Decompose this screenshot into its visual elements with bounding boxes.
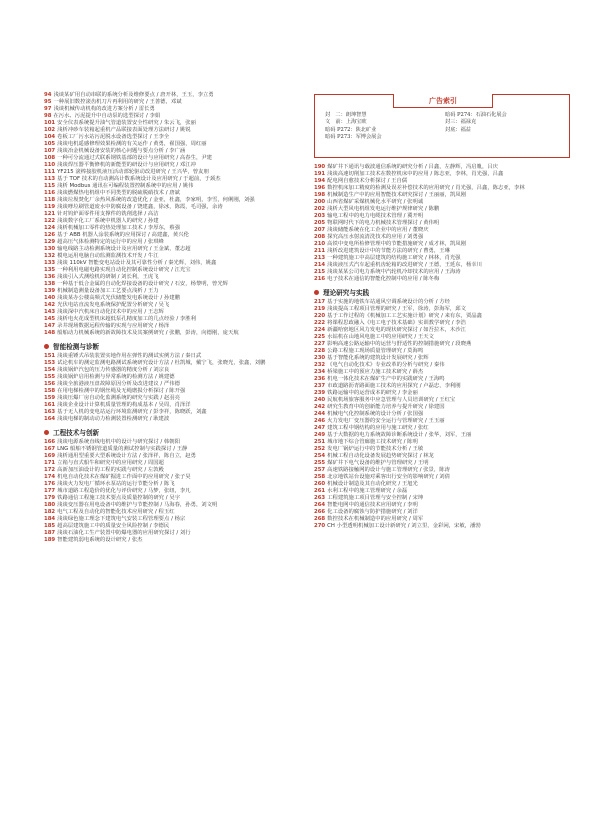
toc-title: 浅谈某矿用自动串联的系统分析及维修要点 / 唐开林，王玉，李立勇	[53, 92, 214, 98]
toc-page-number: 236	[314, 376, 326, 382]
toc-page-number: 180	[44, 502, 56, 508]
toc-page-number: 258	[314, 474, 326, 480]
toc-title: 浅谈机械传动机构的改进方案分析 / 雷长勇	[53, 106, 155, 112]
toc-page-number: 166	[44, 439, 56, 445]
toc-title: 浅析电火花成型机床超低泵孔精度加工的几点经验 / 李胜利	[57, 316, 196, 322]
toc-title: 基于实施的地铁车站通风空调系统设计的分析 / 方经	[327, 299, 450, 305]
toc-page-number: 136	[44, 274, 56, 280]
toc-page-number: 133	[44, 260, 56, 266]
ad-index-header: 广告索引	[393, 94, 493, 108]
toc-page-number: 140	[44, 295, 56, 301]
toc-page-number: 156	[44, 381, 56, 387]
toc-title: 建筑工程中钢结构的应用与施工研究 / 张红	[327, 425, 429, 431]
toc-title: 浅谈数字化工厂系统中机器人的研究 / 孙建	[57, 218, 159, 224]
toc-page-number: 113	[44, 176, 56, 182]
toc-page-number: 211	[314, 248, 326, 254]
toc-title: 桥梁施工中的预应力施工技术研究 / 薛杰	[327, 369, 424, 375]
toc-title: 试论机车的测定监测电路测试系统研究设计方法 / 杜凯城，戴宁飞，张晓光，张鑫，刘鹏	[57, 360, 266, 366]
toc-page-number: 154	[44, 367, 56, 373]
toc-title: 智能电网中的通信技术应用研究 / 李明	[327, 502, 418, 508]
toc-page-number: 116	[44, 190, 56, 196]
toc-page-number: 217	[314, 299, 326, 305]
toc-title: 一种展旧数控滚齿机刀片再利用的研究 / 王善德，邓斌	[53, 99, 182, 105]
toc-page-number: 234	[314, 369, 326, 375]
toc-title: 浅谈某办公楼高频式光伏储能发电系统设计 / 孙建鹏	[57, 295, 180, 301]
toc-title: 浅谈 110kV 智能变电站设计及其可靠性分析 / 秦光辉，刘伟，姚鑫	[57, 260, 217, 266]
toc-title: 浅析通用型重要大型系统设计方法 / 张泽祥，陈自立，赵勇	[57, 453, 196, 459]
toc-page-number: 130	[44, 246, 56, 252]
toc-page-number: 159	[44, 395, 56, 401]
toc-title: 浅析 Modbus 通讯在可编程装置控制系统中的应用 / 姚伟	[57, 183, 194, 189]
toc-title: 基于 ABB 机器人涂装系统的应用探讨 / 高建鑫，黄兴伦	[57, 232, 189, 238]
toc-page-number: 200	[314, 199, 326, 205]
toc-page-number: 263	[314, 495, 326, 501]
toc-title: 超高层建筑施工中的质量安全风险控制 / 李德民	[57, 523, 170, 529]
toc-page-number: 147	[44, 323, 56, 329]
toc-page-number: 151	[44, 353, 56, 359]
toc-page-number: 179	[44, 495, 56, 501]
toc-title: 基于 TOF 技术的自动测高计数系统设计及应用研究 / 于超前，于颈杰	[57, 176, 221, 182]
toc-page-number: 104	[44, 134, 56, 140]
toc-page-number: 219	[314, 306, 326, 312]
toc-page-number: 203	[314, 213, 326, 219]
toc-title: 一种可分流通过式联系钢铁基部的设计与应用研究 / 高春生，尹建	[57, 155, 212, 161]
toc-title: 浅谈企业设计计算机质量管理的构成基本 / 吴周，肖泽洋	[57, 402, 191, 408]
toc-page-number: 105	[44, 141, 56, 147]
toc-page-number: 94	[44, 92, 52, 98]
toc-page-number: 246	[314, 418, 326, 424]
ad-index-body	[325, 112, 561, 142]
toc-page-number: 222	[314, 320, 326, 326]
toc-page-number: 202	[314, 206, 326, 212]
toc-page-number: 190	[314, 164, 326, 170]
toc-title: 输电线路主动检测系统设计及应用研究 / 王金斌，董志超	[57, 246, 191, 252]
toc-page-number: 111	[44, 169, 56, 175]
toc-page-number: 213	[314, 255, 326, 261]
toc-page-number: 268	[314, 516, 326, 522]
toc-title: 城市道路工程造价的优化与评价研究 / 马梦，张纽，李凡	[57, 488, 191, 494]
toc-title: 浅析改进建筑设计中的节能方法的研究 / 曹勇，王琳	[327, 248, 450, 254]
toc-page-number: 118	[44, 197, 56, 203]
toc-page-number: 122	[44, 218, 56, 224]
toc-page-number: 174	[44, 474, 56, 480]
toc-page-number: 135	[44, 267, 56, 273]
toc-title: 浅谈焊压器平衡修机的新能型的研设计与应用研究 / 邓江冲	[57, 162, 196, 168]
toc-title: 浅谈某某公司电力系统中汽轮机冷却技术的应用 / 王海涛	[327, 269, 461, 275]
toc-title: 火力发电厂变压器的安全运行与管理研究 / 王玉丽	[327, 418, 445, 424]
toc-page-number: 242	[314, 404, 326, 410]
toc-title: 物联网时代下的电力机械技术管理探讨 / 黄伟明	[327, 220, 440, 226]
toc-title: 浅析机械加工零件的热处理加工技术 / 李厚东，蔡强	[57, 225, 180, 231]
toc-title: 基于无人机的变电站运行环境监测研究 / 彭李祥，陈晓跃，刘鑫	[57, 409, 207, 415]
toc-title: 浅谈锅炉汽包的压力传感器的精度分析 / 刘宗良	[57, 367, 170, 373]
toc-title: 机电自动化技术在煤矿掘进工作面中的应用研究 / 张子昊	[57, 474, 191, 480]
toc-page-number: 210	[314, 241, 326, 247]
toc-title: 工程建筑施工项目管理与安全控制 / 宋坤	[327, 495, 424, 501]
section-title: 智能检测与诊断	[53, 343, 100, 351]
toc-page-number: 232	[314, 362, 326, 368]
toc-title: 智能建筑弱电系统的设计研究 / 张杰	[57, 537, 143, 543]
toc-title: 浅谈引入式测绘机的研制 / 刘长利，王虎飞	[57, 274, 159, 280]
toc-title: 《电气自动化技术》专业改革的分析与研究 / 秦伟	[327, 362, 445, 368]
ad-index-box	[314, 94, 570, 158]
toc-title: 浅谈电梯的制动动力检测装置检测研究 / 耿建波	[57, 416, 170, 422]
toc-title: 机械设计制造及其自动化研究 / 王旭光	[327, 481, 418, 487]
toc-title: 山西省煤矿采煤机械化水平研究 / 张明诚	[327, 199, 424, 205]
toc-title: 卷板工厂污水站污泥脱水设备选型探讨 / 王李全	[57, 134, 170, 140]
toc-page-number: 215	[314, 269, 326, 275]
section-intelligent	[44, 341, 302, 351]
toc-title: 数控机床加工精度的检测及误差补偿技术的应用研究 / 肖光强，吕鑫，陈志亚，李林	[327, 185, 525, 191]
toc-title: 铁路运输中的运营成本的研究 / 李金丽	[327, 390, 418, 396]
toc-title: 发电厂锅炉运行中的节能技术分析 / 王敏	[327, 446, 424, 452]
toc-page-number: 184	[44, 516, 56, 522]
toc-page-number: 115	[44, 183, 56, 189]
toc-page-number: 207	[314, 227, 326, 233]
toc-title: 煤矿井下通讯与载波通信系统的研究分析 / 吕鑫，左静辉，冯启胤，吕庆	[327, 164, 499, 170]
toc-title: 基于智能化系统的建筑设计发展研究 / 张辉	[327, 355, 429, 361]
toc-title: 模电运用电脑自动监测监测技术开发 / 牛江	[57, 253, 159, 259]
toc-page-number: 251	[314, 439, 326, 445]
toc-page-number: 171	[44, 460, 56, 466]
toc-title: 浅谈哮垃刷管道废水中防腐设备 / 饶建鑫，徐冰，陈霞，毛司强，余涛	[57, 204, 223, 210]
toc-page-number: 228	[314, 348, 326, 354]
toc-page-number: 205	[314, 220, 326, 226]
ad-index-item: 暗码 P274：石油石化展会	[445, 112, 507, 118]
toc-page-number: 153	[44, 360, 56, 366]
toc-page-number: 240	[314, 397, 326, 403]
toc-page-number: 196	[314, 185, 326, 191]
toc-page-number: 182	[44, 509, 56, 515]
toc-page-number: 139	[44, 288, 56, 294]
toc-title: 浅谈石油化工生产装置中防爆电器的应用研究探讨 / 刘行	[57, 530, 191, 536]
toc-page-number: 167	[44, 446, 56, 452]
toc-title: 超高压气体检测特定的运行中的应用 / 张琪峰	[57, 239, 164, 245]
section-title: 工程技术与创新	[53, 429, 100, 437]
toc-page-number: 260	[314, 481, 326, 487]
toc-title: 电气工程及自动化的智能化技术应用研究 / 程玉红	[57, 509, 175, 515]
toc-title: 浅谈深中汽机床自动化技术中的应用 / 王志辉	[57, 309, 164, 315]
toc-title: 安全仪表系统提升油气管道装置安全性研究 / 朱云飞，张丽	[57, 120, 196, 126]
toc-title: 水利工程中的施工管理研究 / 余磊	[327, 488, 408, 494]
toc-title: 浅谈绿色施工理念下建筑电气安装工程管理要点 / 杨宗	[57, 516, 186, 522]
toc-page-number: 255	[314, 460, 326, 466]
toc-title: 浅谈锅炉启用检测与异常系统的检测方法 / 姚建德	[57, 374, 175, 380]
section-theory	[314, 287, 570, 297]
toc-page-number: 142	[44, 302, 56, 308]
toc-page-number: 164	[44, 416, 56, 422]
toc-page-number: 145	[44, 316, 56, 322]
toc-page-number: 220	[314, 313, 326, 319]
toc-entry	[314, 523, 570, 530]
toc-page-number: 214	[314, 262, 326, 268]
toc-entry	[44, 537, 302, 544]
toc-page-number: 185	[44, 523, 56, 529]
toc-page-number: 227	[314, 341, 326, 347]
toc-page-number: 121	[44, 211, 56, 217]
toc-page-number: 108	[44, 155, 56, 161]
ad-index-row	[325, 134, 561, 141]
toc-title: 基于大数据的电力系统故障诊断系统设计 / 张华，刘军，王丽	[327, 432, 472, 438]
toc-title: 高新加压油设计的工程的实践与研究 / 左敦殿	[57, 467, 164, 473]
toc-page-number: 266	[314, 509, 326, 515]
toc-title: 配电网自愈技术分析探讨 / 王自儒	[327, 178, 408, 184]
toc-page-number: 143	[44, 309, 56, 315]
toc-title: LNG 船舶不锈钢管道质量的测试控制与实践探讨 / 王静	[57, 446, 188, 452]
toc-entry	[314, 276, 570, 283]
toc-title: 浅谈提高工程项目管理的研究 / 王军，徐涛，彭海军，邱文	[327, 306, 466, 312]
toc-page-number: 148	[44, 330, 56, 336]
toc-title: 高铁中变电所检修管理中的节能措施研究 / 成才林，凯凤刚	[327, 241, 466, 247]
toc-title: 机械制造测量设备加工工艺要点浅析 / 王力	[57, 288, 159, 294]
toc-page-number: 98	[44, 113, 52, 119]
toc-title: 机械电气化控制系统的设计分析 / 张国强	[327, 411, 424, 417]
toc-page-number: 95	[44, 99, 52, 105]
toc-page-number: 163	[44, 409, 56, 415]
toc-title: 光伏电站直流发电系统保护配置分析研究 / 吴飞	[57, 302, 170, 308]
toc-page-number: 102	[44, 127, 56, 133]
toc-page-number: 176	[44, 481, 56, 487]
toc-title: 浅谈火力发电厂循环水泵站的运行节能分析 / 陈飞	[57, 481, 175, 487]
toc-page-number: 249	[314, 432, 326, 438]
toc-page-number: 177	[44, 488, 56, 494]
toc-entry	[44, 416, 302, 423]
toc-title: 城市地下综合管廊施工技术研究 / 陈明	[327, 439, 418, 445]
toc-title: 浅谈压爆厂房自动化监测系统的研究与实践 / 赵羽亮	[57, 395, 180, 401]
toc-page-number: 224	[314, 327, 326, 333]
toc-page-number: 230	[314, 355, 326, 361]
section-engineering	[44, 427, 302, 437]
toc-page-number: 216	[314, 276, 326, 282]
section-bullet-icon	[314, 290, 319, 295]
toc-title: 浅谈变压器在用电设备中的维护与节能控制 / 马海春，孙勇，刘文明	[57, 502, 218, 508]
toc-title: 输电工程中的电力电缆技术管理 / 冀开明	[327, 213, 424, 219]
toc-page-number: 107	[44, 148, 56, 154]
toc-title: YF215 滚棒接胶机液压活动部轮驱动改进研究 / 王兴华，曾友朋	[57, 169, 209, 175]
toc-page-number: 257	[314, 467, 326, 473]
toc-page-number: 244	[314, 411, 326, 417]
section-bullet-icon	[44, 430, 49, 435]
toc-page-number: 239	[314, 390, 326, 396]
toc-title: 将课程思政融入《电工电子技术基础》实训教学研究 / 李浩	[327, 320, 466, 326]
toc-page-number: 158	[44, 388, 56, 394]
toc-title: 浅谈高速切削加工技术在数控机床中的应用 / 陈志亚，李林，肖光强，吕鑫	[327, 171, 504, 177]
toc-title: 浅谈电源系统直线电机中的设计与研究探讨 / 韩朝阳	[57, 439, 180, 445]
toc-title: 高速铁路接触网的设计与施工管理研究 / 张景，陈涛	[327, 467, 450, 473]
ad-index-item: 封 二：朗坤智慧	[325, 112, 367, 118]
section-bullet-icon	[44, 344, 49, 349]
toc-page-number: 191	[314, 171, 326, 177]
toc-title: 针对钨炉面零件用支撑件的铣削选择 / 高洁	[57, 211, 159, 217]
toc-title: 在污水、污泥提升中自动泵的选型探讨 / 李娟	[53, 113, 161, 119]
toc-page-number: 161	[44, 402, 56, 408]
toc-title: 浅谈垃圾焚化厂余热风系统的改造优化 / 金亚，杜鑫，李家明，李雪，何俐刚，刘强	[57, 197, 255, 203]
toc-page-number: 270	[314, 523, 326, 529]
toc-title: 录井现场数据远程传输的实现与应用研究 / 杨泽	[57, 323, 170, 329]
toc-title: 一种建筑施工中高层建筑的结构施工研究 / 林林，肖光强	[327, 255, 461, 261]
toc-page-number: 110	[44, 162, 56, 168]
ad-index-item: 封三：福禄克	[445, 119, 477, 126]
toc-page-number: 129	[44, 239, 56, 245]
toc-page-number: 124	[44, 225, 56, 231]
toc-page-number: 97	[44, 106, 52, 112]
toc-page-number: 172	[44, 467, 56, 473]
toc-entry	[44, 330, 302, 337]
toc-page-number: 208	[314, 234, 326, 240]
toc-page-number: 155	[44, 374, 56, 380]
toc-title: 化工设备的腐蚀与防护措施研究 / 刘洋	[327, 509, 418, 515]
toc-title: 民航机场旅客服务中应急管理与人员培训研究 / 王红宝	[327, 397, 456, 403]
ad-index-item: 暗码 P273：军博会展会	[325, 134, 382, 141]
toc-title: 浅谈液压式汽车起重机齿轮箱的改进研究 / 王德，王延东，杨幸川	[327, 262, 482, 268]
toc-title: 浅谈重锤式吊装装置实地作用在弹性的测试实例方法 / 秦日武	[57, 353, 202, 359]
toc-title: 铁路通信工程施工技术要点及质量控制的研究 / 吴宇	[57, 495, 180, 501]
toc-page-number: 254	[314, 453, 326, 459]
toc-page-number: 169	[44, 453, 56, 459]
toc-title: 浅析冲砂车装箱起重机产品联接表面处理方法研讨 / 姚锐	[57, 127, 191, 133]
toc-page-number: 247	[314, 425, 326, 431]
toc-title: 船舶动力机械系统的新故障技术及其案例研究 / 张鹏，彭涛，向德刚，庞天航	[57, 330, 239, 336]
toc-title: CH 小型透明机械加工设计新研究 / 刘立里，金彩闲，宋敏，潘勃	[327, 523, 481, 529]
ad-index-item: 暗码 P272：陕北矿业	[325, 126, 377, 133]
toc-title: 市政道路沥青路面施工技术的应用探究 / 卢磊忠，李利刚	[327, 383, 461, 389]
toc-title: 浅谈电机遥感修理效果检测的有关运作 / 黄勇，翟国强，周红丽	[57, 141, 207, 147]
section-title: 理论研究与实践	[323, 289, 370, 297]
toc-page-number: 101	[44, 120, 56, 126]
toc-title: 影响高速公路运输中的运营与舒适性的控制措施研究 / 段晓燕	[327, 341, 472, 347]
toc-page-number: 198	[314, 192, 326, 198]
ad-index-row	[325, 119, 561, 126]
toc-title: 机械制造生产中的应用智能技术研究探讨 / 王丽丽，凯凤刚	[327, 192, 466, 198]
toc-title: 浅析大型风电机组发电运行维护规律研究 / 陈鹏	[327, 206, 440, 212]
toc-page-number: 119	[44, 204, 56, 210]
toc-page-number: 132	[44, 253, 56, 259]
toc-title: 煤矿井下电气设备的维护与管理研究 / 王明	[327, 460, 429, 466]
ad-index-item: 文 前：上海宝欧	[325, 119, 367, 126]
ad-index-item: 封底：福益	[445, 126, 471, 133]
toc-title: 数控技术在机械制造中的应用研究 / 周军	[327, 516, 424, 522]
toc-title: 公路工程施工现场质量管理研究 / 莫海鸣	[327, 348, 424, 354]
toc-page-number: 237	[314, 383, 326, 389]
toc-title: 浅谈储能系统在化工企业中的应用 / 董晓庆	[327, 227, 429, 233]
toc-title: 一种利用电磁电路实现自动化控制系统设计研究 / 江光宝	[57, 267, 191, 273]
toc-page-number: 187	[44, 530, 56, 536]
toc-title: 浅谈冶金机械设备安装的核心问题与要点分析 / 李广涵	[57, 148, 186, 154]
toc-page-number: 138	[44, 281, 56, 287]
toc-title: 水钻机在山地风电施工中的应用研究 / 王天文	[327, 334, 434, 340]
toc-title: 探究高压水射流清洗技术的应用 / 刘勇强	[327, 234, 424, 240]
toc-page-number: 225	[314, 334, 326, 340]
toc-title: 基于工作过程的《机械加工工艺实施计划》研究 / 来有东，贾晶鑫	[327, 313, 482, 319]
toc-page-number: 126	[44, 232, 56, 238]
toc-title: 一种基于低合金属的自动化焊接设备的设计研究 / 石安，杨黎明，曾光辉	[57, 281, 229, 287]
toc-page-number: 189	[44, 537, 56, 543]
toc-title: 研究生教育中的创新能力培养与提升研究 / 徐建国	[327, 404, 445, 410]
toc-page-number: 194	[314, 178, 326, 184]
toc-title: 立箱与直式船牛和研究中的应用研究 / 周国超	[57, 460, 164, 466]
toc-page-number: 261	[314, 488, 326, 494]
toc-title: 机电一体化技术在煤矿生产中的实践研究 / 王海鸣	[327, 376, 445, 382]
toc-title: 电子技术在通信的智能化控制中的应用 / 陈冬梅	[327, 276, 440, 282]
toc-title: 新疆哈密地区风力发电的现状研究探讨 / 如吾拉木，木沙江	[327, 327, 466, 333]
toc-page-number: 252	[314, 446, 326, 452]
toc-title: 浅谈燃煤热电机组中不同类型的脱硫脱硝技术 / 唐斌	[57, 190, 180, 196]
toc-title: 北京地铁站台设施对乘客出行安全的影响研究 / 刘倩	[327, 474, 450, 480]
toc-title: 机械工程自动化设备发展趋势研究探讨 / 林龙	[327, 453, 434, 459]
toc-title: 在用电梯检测中的钢丝绳及无绳磨损分析探讨 / 陈开强	[57, 388, 186, 394]
toc-page-number: 264	[314, 502, 326, 508]
toc-title: 浅谈全旅港液压盘故障原因分析及改进建议 / 严伟德	[57, 381, 180, 387]
